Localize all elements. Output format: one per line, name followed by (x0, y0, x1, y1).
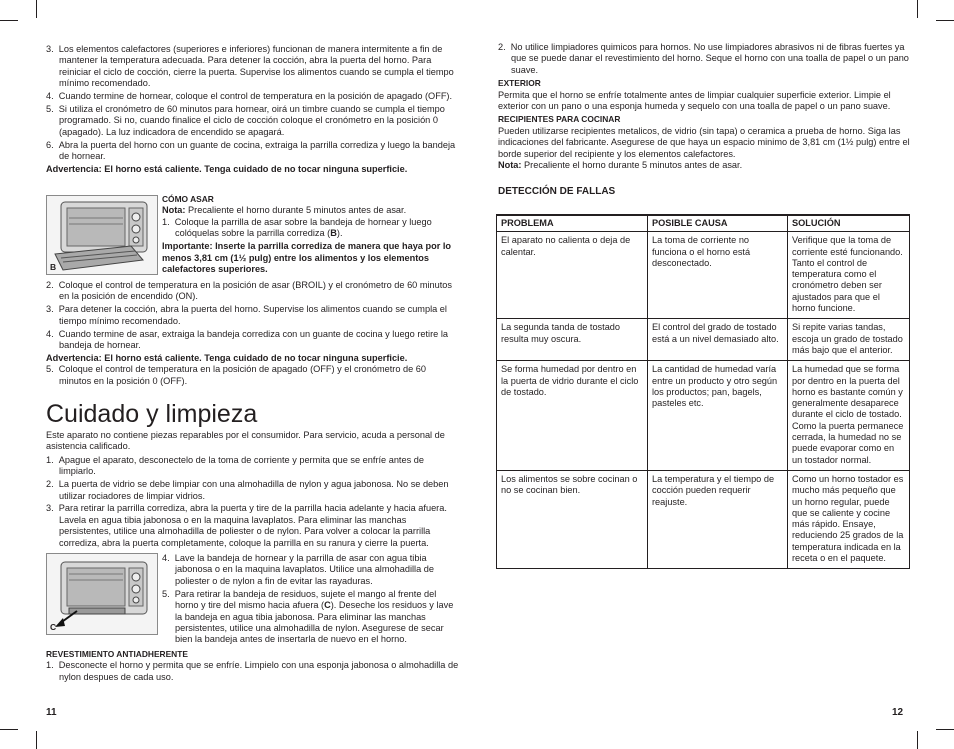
column-header: POSIBLE CAUSA (648, 215, 788, 232)
troubleshooting-heading: DETECCIÓN DE FALLAS (498, 186, 616, 197)
list-item: 5. Coloque el control de temperatura en la posición de apagado (OFF) y el cronómetro de 60 minutos en la posición 0 (OFF). (46, 364, 426, 386)
list-item: 5. Para retirar la bandeja de residuos, sujete el mango al frente del horno y tire del mismo hacia afuera (C). Deseche los residuos y lave la bandeja en agua tibia jabonosa. Para eliminar las manchas persistentes, utilice una almohadilla de nylon. Asegurese de secar bien la bandeja antes de insertarla de nuevo en el horno. (162, 588, 454, 645)
table-header-row (497, 215, 910, 232)
list-item: 2. No utilice limpiadores quimicos para hornos. No use limpiadores abrasivos ni de fibras fuertes ya que se puede danar el revestimiento del horno. Seque el horno con una toalla de papel o un pano suave. (498, 42, 909, 75)
table-cell: La segunda tanda de tostado resulta muy oscura. (497, 319, 648, 361)
table-cell: Los alimentos se sobre cocinan o no se cocinan bien. (497, 470, 648, 568)
care-steps-4-5 (162, 553, 460, 647)
list-item: 3. Para retirar la parrilla corrediza, abra la puerta y tire de la parrilla hacia adelante y hacia afuera. Lavela en agua tibia jabonosa o en la maquina lavaplatos. Para eliminar las manchas persistentes, utilice una almohadilla de poliester o de nylon. Para volver a colocar la parrilla corrediza, abra la puerta completamente, coloque la parrilla en su ranura y cierre la puerta. (46, 503, 447, 548)
exterior-text: Permita que el horno se enfríe totalmente antes de limpiar cualquier superficie exterior. Limpie el exterior con un pano o una esponja humeda y sequelo con una toalla de papel o un pano suave. (498, 89, 891, 112)
table-cell: Se forma humedad por dentro en la puerta de vidrio durante el ciclo de tostado. (497, 361, 648, 471)
crop-mark (936, 20, 954, 21)
crop-mark (917, 0, 918, 18)
figure-label: C (50, 621, 57, 632)
containers-text: Pueden utilizarse recipientes metalicos, de vidrio (sin tapa) o ceramica a prueba de horno. Siga las indicaciones del fabricante. Asegurese de que haya un espacio minimo de 3,81 cm (1½ pulg) entre el borde superior del recipiente y los elementos calefactores. (498, 125, 910, 159)
warning-text: Advertencia: El horno está caliente. Tenga cuidado de no tocar ninguna superficie. (46, 164, 408, 175)
table-row (497, 319, 910, 361)
exterior-heading: EXTERIOR (498, 78, 541, 89)
care-title: Cuidado y limpieza (46, 400, 258, 428)
nonstick-heading: REVESTIMIENTO ANTIADHERENTE (46, 649, 188, 659)
table-cell: El control del grado de tostado está a un nivel demasiado alto. (648, 319, 788, 361)
broil-note: Nota: Precaliente el horno durante 5 minutos antes de asar. (162, 205, 407, 216)
list-item: 1. Coloque la parrilla de asar sobre la bandeja de hornear y luego colóquelas sobre la parrilla corrediza (B). (162, 216, 432, 239)
table-cell: La toma de corriente no funciona o el horno está desconectado. (648, 232, 788, 319)
oven-illustration-c (46, 553, 158, 635)
list-item: 4. Lave la bandeja de hornear y la parrilla de asar con agua tibia jabonosa o en la maquina lavaplatos. Utilice una almohadilla de poliester o de nylon a fin de evitar las rayaduras. (162, 553, 434, 586)
table-cell: Como un horno tostador es mucho más pequeño que un horno regular, puede que se caliente y cocine más rápido. Ensaye, reduciendo 25 grados de la temperatura indicada en la receta o en el paquete. (788, 470, 910, 568)
toaster-oven-icon (47, 554, 157, 634)
troubleshooting-table (496, 214, 910, 569)
page-number: 11 (46, 707, 57, 718)
left-steps-a (46, 44, 460, 175)
list-item: 5. Si utiliza el cronómetro de 60 minutos para hornear, oirá un timbre cuando se cumpla el tiempo programado. Si no, cuando finalice el ciclo de cocción coloque el cronómetro en la posición 0 (apagado). La luz indicadora de encendido se apagará. (46, 104, 445, 137)
toaster-oven-icon (47, 196, 157, 274)
table-cell: El aparato no calienta o deja de calentar. (497, 232, 648, 319)
table-cell: Si repite varias tandas, escoja un grado de tostado más bajo que el anterior. (788, 319, 910, 361)
care-intro: Este aparato no contiene piezas reparables por el consumidor. Para servicio, acuda a personal de asistencia calificado. (46, 430, 445, 452)
left-steps-b (46, 280, 460, 389)
list-item: 6. Abra la puerta del horno con un guante de cocina, extraiga la parrilla corrediza y luego la bandeja de hornear. (46, 139, 456, 162)
oven-illustration-b (46, 195, 158, 275)
crop-mark (917, 731, 918, 749)
crop-mark (0, 729, 18, 730)
broil-heading: CÓMO ASAR (162, 194, 214, 204)
crop-mark (936, 729, 954, 730)
broil-section (162, 194, 462, 275)
column-header: SOLUCIÓN (788, 215, 910, 232)
table-cell: La cantidad de humedad varía entre un producto y otro según los productos; pan, bagels, pasteles etc. (648, 361, 788, 471)
right-cleaning (498, 42, 910, 171)
list-item: 4. Cuando termine de hornear, coloque el control de temperatura en la posición de apagado (OFF). (46, 91, 453, 102)
table-row (497, 232, 910, 319)
care-section (46, 430, 460, 551)
figure-label: B (50, 261, 57, 272)
important-text: Importante: Inserte la parrilla corrediza de manera que haya por lo menos 3,81 cm (1½ pulg) entre los alimentos y los elementos calefactores superiores. (162, 241, 451, 274)
crop-mark (0, 20, 18, 21)
note-text: Nota: Precaliente el horno durante 5 minutos antes de asar. (498, 160, 743, 171)
table-row (497, 361, 910, 471)
table-cell: La temperatura y el tiempo de cocción pueden requerir reajuste. (648, 470, 788, 568)
list-item: 2. La puerta de vidrio se debe limpiar con una almohadilla de nylon y agua jabonosa. No se deben utilizar rociadores de limpiar vidrios. (46, 479, 449, 501)
list-item: 1. Apague el aparato, desconectelo de la toma de corriente y permita que se enfríe antes de limpiarlo. (46, 454, 424, 477)
nonstick-section (46, 649, 460, 685)
table-row (497, 470, 910, 568)
table-cell: La humedad que se forma por dentro en la puerta del horno es bastante común y generalmente desaparece durante el ciclo de tostado. Como la puerta permanece cerrada, la humedad no se puede evaporar como en un tostador normal. (788, 361, 910, 471)
list-item: 3. Los elementos calefactores (superiores e inferiores) funcionan de manera intermitente a fin de mantener la temperatura adecuada. Para detener la cocción, abra la puerta del horno. Para reiniciar el ciclo de cocción, cierre la puerta. Supervise los alimentos cuando se cumpla el tiempo mínimo recomendado. (46, 44, 454, 89)
list-item: 4. Cuando termine de asar, extraiga la bandeja corrediza con un guante de cocina y luego retire la bandeja de hornear. (46, 328, 448, 351)
containers-heading: RECIPIENTES PARA COCINAR (498, 114, 621, 125)
list-item: 2. Coloque el control de temperatura en la posición de asar (BROIL) y el cronómetro de 60 minutos en la posición de encendido (ON). (46, 280, 453, 302)
list-item: 1. Desconecte el horno y permita que se enfríe. Limpielo con una esponja jabonosa o almohadilla de nylon despues de cada uso. (46, 660, 459, 682)
crop-mark (36, 731, 37, 749)
page-number: 12 (892, 707, 904, 718)
crop-mark (36, 0, 37, 18)
column-header: PROBLEMA (497, 215, 648, 232)
warning-text: Advertencia: El horno está caliente. Tenga cuidado de no tocar ninguna superficie. (46, 352, 408, 363)
list-item: 3. Para detener la cocción, abra la puerta del horno. Supervise los alimentos cuando se cumpla el tiempo mínimo recomendado. (46, 304, 447, 326)
table-cell: Verifique que la toma de corriente esté funcionando. Tanto el control de temperatura como el cronómetro deben ser ajustados para que el horno funcione. (788, 232, 910, 319)
